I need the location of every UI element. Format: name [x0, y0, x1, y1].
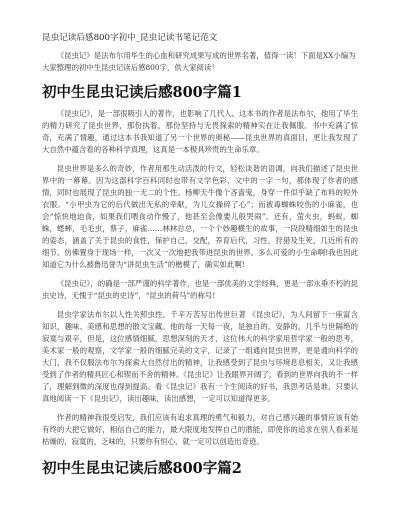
intro-paragraph: 《昆虫记》是法布尔用毕生的心血和研究成果写成的世界名著，值得一读！下面是XX小编为大家整理的初中生昆虫记读后感800字，供大家阅读！: [42, 51, 356, 72]
body-paragraph: 《昆虫记》，是一部很吸引人的著作，也影响了几代人。这本书的作者是法布尔，他用了毕生的精力研究了昆虫世界，那份执着，那份坚持与无畏探索的精神实在让我佩服。书中充满了惊奇，充满了情趣，通过这本书我知道了另一个世界的奥秘——昆虫世界的真面目，更让我发现了大自然中蕴含着的各种科学真理，这真是一本极具珍贵的生命乐章。: [42, 109, 358, 154]
document-title: 昆虫记读后感800字初中_昆虫记读书笔记范文: [42, 33, 218, 43]
section-heading-2: 初中生昆虫记读后感800字篇2: [42, 460, 242, 477]
body-paragraph: 昆虫学家法布尔以人性关照虫性，千辛万苦写出传世巨著 《昆虫记》，为人间留下一座富含知识，趣味、美感和思想的散文宝藏。他的每一天每一夜，是独自的，安静的，几乎与世隔绝的寂寞与艰辛，但是，这位感情细腻，思想深刻的天才，这位伟大的科学家用哲学家一般的思考，美术家一般的观察，文学家一般的细腻完美的文字，记录了一组通向昆虫世界，更是通向科学的大门，我不仅服法布尔为探索大自然付出的精神，让我感受到了昆虫与环境息息相关，又让我感受到了作者的精具匠心和锲而不舍的精神。《昆虫记》让我眼界开阔了，看到的世界向我的不一样了，理解到微的深度也得到提高。看《昆虫记》我有一个生阅读的好书，我思考话是谁，只要认真地阅读一下《昆虫记》，读出趣味，读出感想，一定可以知道得更多。: [42, 310, 358, 403]
body-paragraph: 《昆虫记》，的确是一部严谨的科学著作，也是一部优美的文学经典，更是一部永垂不朽的昆虫史诗，无愧于“昆虫的史诗”，“昆虫的荷马”的称号!: [42, 279, 358, 300]
section-heading-1: 初中生昆虫记读后感800字篇1: [42, 84, 242, 101]
body-paragraph: 昆虫世界是多么的奇妙，作者用那生动活泼的行文，轻松谈谐的语调，向我们描述了昆虫世界中的一幕幕。因为这部科学百科同时也带有文学色彩，文中的一字一句，都体现了作者的感情，同时也展现了昆虫的独一无二的个性。杨柳天牛像个吝啬鬼，身穿一件似乎缺了布料的短外衣服。“小甲虫为它的后代做出无私的牵献，为儿女操碎了心”；而被毒蜘蛛咬伤的小麻雀，也会“惊快地迫食，如果我们喂食动作慢了，他甚至会像要儿般哭闹”。还有，萤火虫，蚂蚁，蜘蛛，蟋蟀，毛毛虫，蔡子，麻雀……林林总总，一个个妙趣横生的故事，一段段精细如生的昆虫的姿态，涵盖了关于昆虫的食性，保护自己，交配，养育后代，习性，狩猎及生死，几近所有的细节。仿佛置身于现场一样，一次又一次地把我带进昆虫的世界。多么可爱的小生命啊!我也因此知道它为什么被鲁迅誉为“讲昆虫生活”的楷模了，确实如此啊!: [42, 164, 358, 269]
body-paragraph: 作者的精神我很受启发，我们应该有追求真理的勇气和毅力，对自己感兴趣的事情应该有始有终的大把它做好，相信自己的能力，最大限度地发挥自己的潜能，即使你的追求在别人看来是枯燥的，寂寞的，乏味的，只要你有恒心，就一定可以创造出奇迹。: [42, 413, 358, 446]
